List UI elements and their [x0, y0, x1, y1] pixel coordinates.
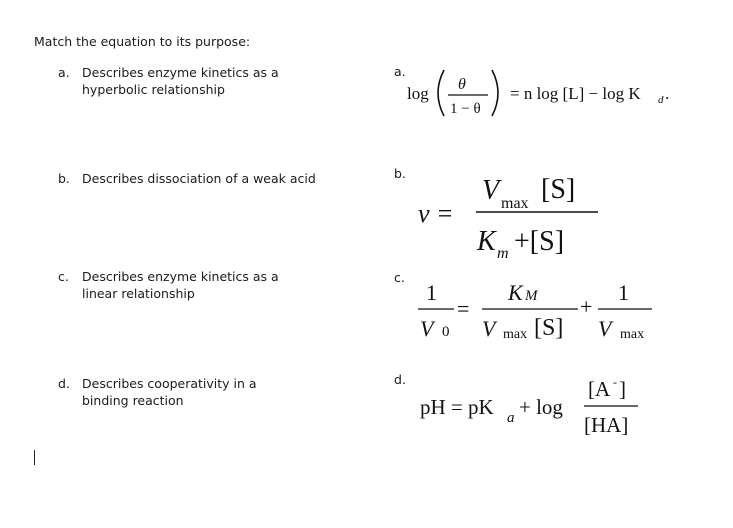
description-text: Describes cooperativity in a binding reaction	[82, 376, 257, 408]
equation-letter-d: d.	[394, 372, 406, 387]
description-text: Describes enzyme kinetics as a linear relationship	[82, 269, 279, 301]
log-text: log	[407, 84, 429, 103]
substrate-denominator: [S]	[534, 315, 564, 341]
theta-denominator: 1 − θ	[450, 101, 481, 117]
v-equals: v =	[418, 199, 454, 228]
description-a	[58, 64, 292, 98]
vmax2-subscript: max	[620, 327, 645, 342]
theta-numerator: θ	[458, 76, 466, 93]
one-numerator: 1	[426, 280, 437, 305]
acid-denominator: [HA]	[584, 413, 629, 437]
km-subscript: m	[497, 245, 509, 260]
acid-numerator-superscript: -	[613, 375, 617, 389]
km-numerator: K	[508, 280, 523, 305]
equation-b-michaelis-menten	[410, 164, 610, 260]
substrate-numerator: [S]	[541, 174, 576, 205]
description-text: Describes enzyme kinetics as a hyperbolic relationship	[82, 65, 279, 97]
ph-pk: pH = pK	[420, 395, 494, 419]
equation-letter-c: c.	[394, 270, 405, 285]
km-k: K	[477, 226, 496, 257]
equation-letter-a: a.	[394, 64, 406, 79]
v0-subscript: 0	[442, 324, 450, 340]
description-text: Describes dissociation of a weak acid	[82, 171, 316, 186]
description-marker: b.	[58, 171, 70, 186]
description-c	[58, 268, 317, 302]
equation-c-lineweaver-burk	[412, 276, 662, 346]
vmax-subscript: max	[503, 327, 528, 342]
vmax-subscript: max	[501, 195, 529, 212]
acid-numerator: [A	[588, 377, 611, 401]
ka-subscript: a	[507, 410, 515, 426]
plus-log: + log	[519, 395, 563, 419]
vmax2-v: V	[598, 316, 612, 341]
one-numerator-right: 1	[618, 280, 629, 305]
description-marker: a.	[58, 65, 70, 80]
acid-numerator-close: ]	[619, 377, 626, 401]
description-d	[58, 375, 307, 409]
description-b	[58, 170, 322, 187]
hill-rhs-subscript: d	[658, 94, 664, 106]
right-paren	[492, 70, 498, 116]
equation-letter-b: b.	[394, 166, 406, 181]
equals-sign: =	[457, 296, 470, 321]
hill-rhs: = n log [L] − log K	[510, 84, 641, 103]
equation-a-hill	[400, 62, 690, 124]
question-prompt: Match the equation to its purpose:	[34, 34, 251, 49]
text-cursor	[34, 450, 35, 465]
v0-v: V	[420, 316, 434, 341]
left-paren	[438, 70, 444, 116]
plus-sign: +	[580, 294, 593, 319]
equation-d-henderson-hasselbalch	[416, 372, 656, 444]
description-marker: c.	[58, 269, 69, 284]
plus-substrate: +[S]	[514, 226, 565, 257]
vmax-v: V	[482, 316, 496, 341]
description-marker: d.	[58, 376, 70, 391]
hill-period: .	[665, 84, 670, 103]
km-numerator-subscript: M	[525, 288, 538, 304]
vmax-v: V	[482, 175, 500, 206]
